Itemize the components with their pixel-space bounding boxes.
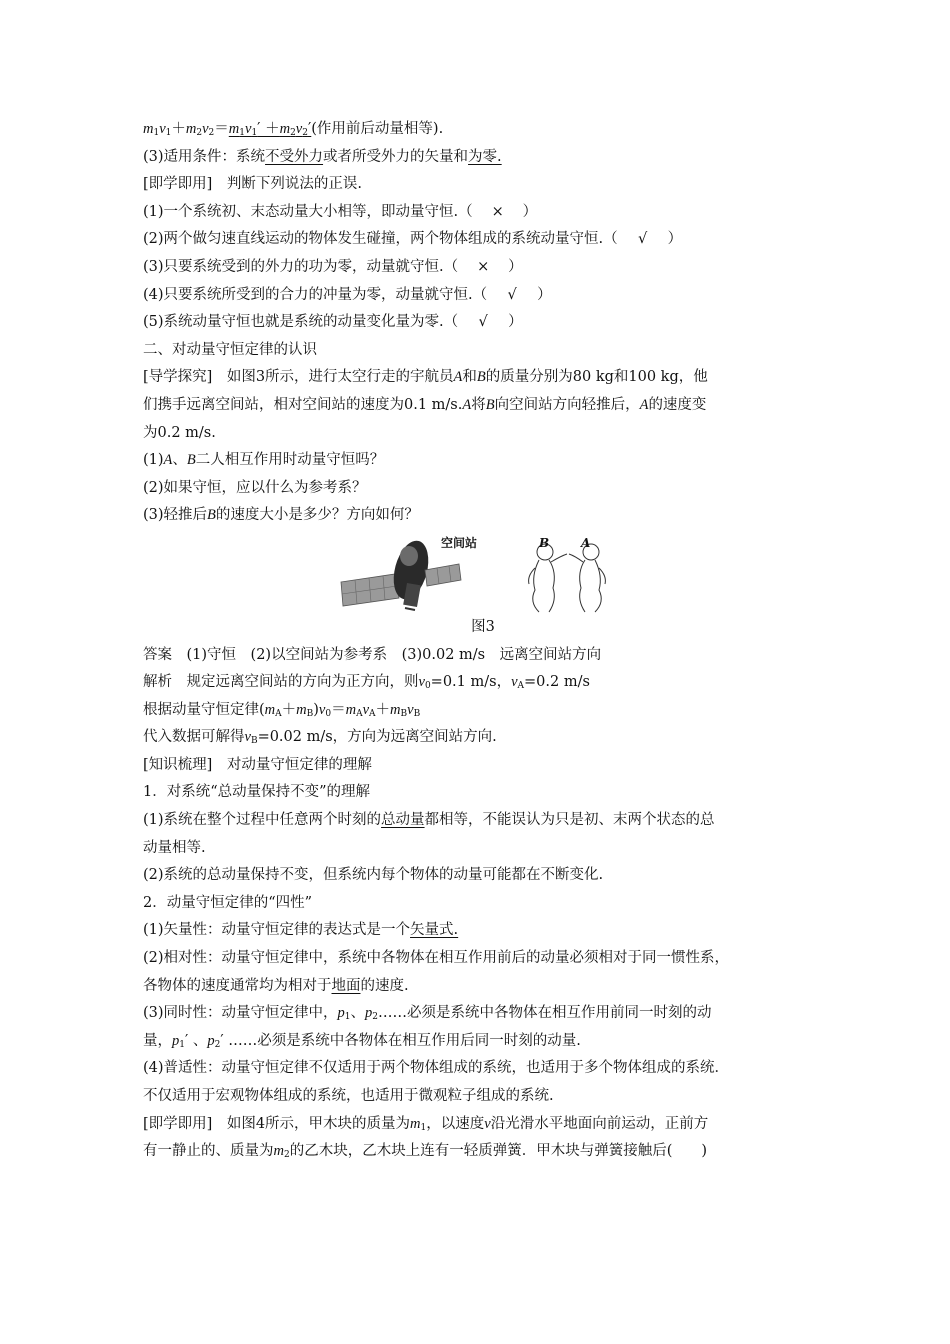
astronaut-a-label: A [581, 535, 591, 550]
knowledge-subpoint: 各物体的速度通常均为相对于地面的速度. [143, 977, 409, 994]
document-page [143, 116, 823, 1166]
explore-paragraph-line: 们携手远离空间站，相对空间站的速度为0.1 m/s.A将B向空间站方向轻推后，A的速度变 [143, 396, 707, 413]
space-station-illustration [143, 532, 823, 616]
knowledge-point: 1．对系统“总动量保持不变”的理解 [143, 784, 371, 801]
underlined-term: 总动量 [381, 812, 425, 829]
analysis-line: 根据动量守恒定律$(m_A+m_B)v_0=m_Av_A+m_Bv_B$ [143, 701, 421, 719]
astronaut-b-label: B [539, 535, 550, 550]
knowledge-subpoint: (4)普适性：动量守恒定律不仅适用于两个物体组成的系统，也适用于多个物体组成的系统． [143, 1060, 730, 1077]
underlined-term: 地面 [331, 977, 361, 994]
formula: $m_1v_1+m_2v_2=m_1v_1' +m_2v_2'$ [143, 121, 312, 138]
quick-practice-heading: [即学即用] 判断下列说法的正误. [143, 176, 362, 193]
practice-question-line: [即学即用] 如图4所示，甲木块的质量为$m_1$，以速度v沿光滑水平地面向前运动，正前方 [143, 1115, 709, 1133]
question-3: (3)轻推后B的速度大小是多少？方向如何？ [143, 507, 419, 524]
underlined-term: 矢量式. [410, 922, 459, 939]
explore-paragraph-line: [导学探究] 如图3所示，进行太空行走的宇航员A和B的质量分别为80 kg和100 kg，他 [143, 369, 708, 386]
judgement-item: (1)一个系统初、末态动量大小相等，即动量守恒.（ × ） [143, 199, 823, 227]
knowledge-subpoint: 量，$p_1'$ 、$p_2'$ ……必须是系统中各物体在相互作用后同一时刻的动量. [143, 1032, 581, 1050]
judgement-mark: × [477, 258, 490, 275]
figure-caption: 图3 [471, 618, 495, 635]
solar-panel-left [341, 574, 399, 606]
judgement-item: (2)两个做匀速直线运动的物体发生碰撞，两个物体组成的系统动量守恒.（ √ ） [143, 226, 823, 254]
conservation-equation: $m_A+m_B)v_0=m_Av_A+m_Bv_B$ [264, 701, 421, 719]
station-label: 空间站 [441, 535, 478, 550]
solar-panel-right [425, 564, 461, 586]
figure-3 [143, 532, 823, 614]
knowledge-subpoint: (1)系统在整个过程中任意两个时刻的总动量都相等，不能误认为只是初、末两个状态的总 [143, 812, 715, 829]
knowledge-subpoint: 不仅适用于宏观物体组成的系统，也适用于微观粒子组成的系统. [143, 1088, 554, 1104]
knowledge-subpoint: (2)相对性：动量守恒定律中，系统中各物体在相互作用前后的动量必须相对于同一惯性系， [143, 950, 730, 967]
knowledge-subpoint: (2)系统的总动量保持不变，但系统内每个物体的动量可能都在不断变化. [143, 867, 604, 884]
formula-note: (作用前后动量相等). [311, 121, 444, 137]
knowledge-subpoint: 动量相等. [143, 839, 206, 856]
knowledge-heading: [知识梳理] 对动量守恒定律的理解 [143, 756, 372, 773]
knowledge-point: 2．动量守恒定律的“四性” [143, 894, 313, 911]
judgement-item: (4)只要系统所受到的合力的冲量为零，动量就守恒.（ √ ） [143, 282, 823, 310]
answer-line: 答案 (1)守恒 (2)以空间站为参考系 (3)0.02 m/s 远离空间站方向 [143, 646, 602, 663]
judgement-mark: √ [478, 314, 488, 331]
analysis-line: 解析 规定远离空间站的方向为正方向，则$v_0=0.1$ m/s，$v_A=0.2$ m/s [143, 674, 590, 692]
underlined-term: 为零. [468, 148, 502, 165]
knowledge-subpoint: (1)矢量性：动量守恒定律的表达式是一个矢量式. [143, 922, 459, 939]
section-title: 二、对动量守恒定律的认识 [143, 341, 317, 358]
judgement-mark: × [491, 203, 504, 220]
judgement-mark: √ [638, 231, 648, 248]
judgement-item: (5)系统动量守恒也就是系统的动量变化量为零.（ √ ） [143, 309, 823, 337]
judgement-item: (3)只要系统受到的外力的功为零，动量就守恒.（ × ） [143, 254, 823, 282]
explore-paragraph-line: 为0.2 m/s. [143, 424, 216, 441]
analysis-line: 代入数据可解得$v_B=0.02$ m/s，方向为远离空间站方向. [143, 729, 497, 747]
question-2: (2)如果守恒，应以什么为参考系？ [143, 479, 367, 496]
question-1: (1)A、B二人相互作用时动量守恒吗？ [143, 452, 385, 469]
practice-question-line: 有一静止的、质量为$m_2$的乙木块，乙木块上连有一轻质弹簧．甲木块与弹簧接触后( ) [143, 1143, 708, 1161]
judgement-mark: √ [507, 286, 517, 303]
underlined-term: 不受外力 [265, 148, 324, 165]
momentum-formula-line [143, 116, 823, 144]
applicable-condition: (3)适用条件：系统不受外力或者所受外力的矢量和为零. [143, 148, 502, 165]
knowledge-subpoint: (3)同时性：动量守恒定律中，$p_1$、$p_2\dots\dots$必须是系统中各物体在相互作用前同一时刻的动 [143, 1005, 712, 1023]
